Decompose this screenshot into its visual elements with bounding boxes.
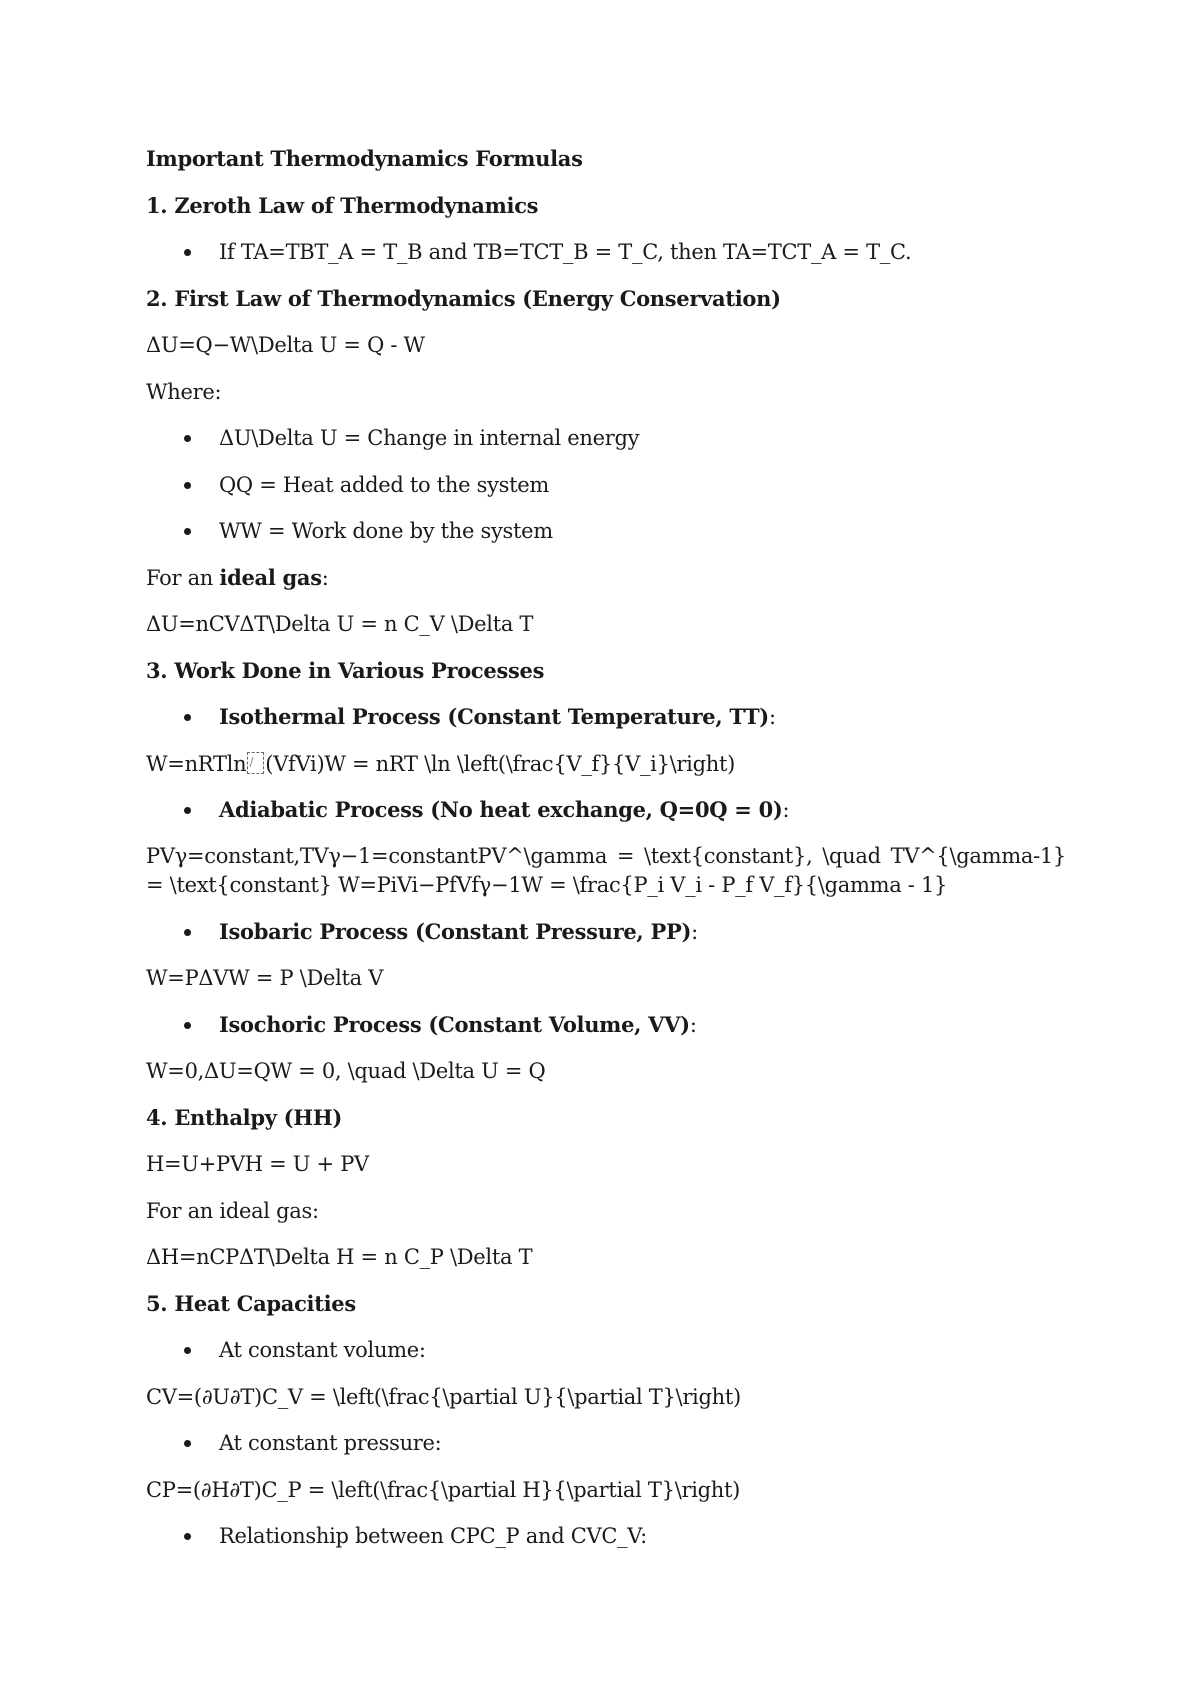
list-item-text: QQ = Heat added to the system bbox=[219, 472, 550, 497]
label-colon: : bbox=[768, 705, 776, 729]
list-item-text: Relationship between CPC_P and CVC_V: bbox=[219, 1524, 647, 1548]
list-item bbox=[146, 1335, 1066, 1382]
process-label-adiabatic: Adiabatic Process (No heat exchange, Q=0Q = 0) bbox=[219, 797, 783, 822]
list-item-text: At constant pressure: bbox=[219, 1431, 442, 1455]
ideal-gas-text: For an ideal gas: bbox=[146, 1198, 319, 1223]
bullet-icon bbox=[184, 482, 191, 489]
list-item bbox=[146, 1010, 1066, 1057]
formula-isochoric: W=0,ΔU=QW = 0, \quad \Delta U = Q bbox=[146, 1059, 546, 1083]
ideal-gas-intro bbox=[146, 563, 1066, 610]
document-page bbox=[146, 144, 1066, 1568]
bullet-icon bbox=[184, 249, 191, 256]
list-item bbox=[146, 470, 1066, 517]
ideal-gas-suffix: : bbox=[321, 565, 329, 590]
list-item bbox=[146, 423, 1066, 470]
bullet-icon bbox=[184, 1022, 191, 1029]
list-item bbox=[146, 516, 1066, 563]
list-item bbox=[146, 1521, 1066, 1568]
bullet-icon bbox=[184, 807, 191, 814]
list-item-text: If TA=TBT_A = T_B and TB=TCT_B = T_C, then TA=TCT_A = T_C. bbox=[219, 240, 912, 264]
process-label-isothermal: Isothermal Process (Constant Temperature, TT) bbox=[219, 704, 769, 729]
process-label-isobaric: Isobaric Process (Constant Pressure, PP) bbox=[219, 918, 692, 944]
label-colon: : bbox=[782, 798, 790, 822]
bullet-icon bbox=[184, 929, 191, 936]
bullet-icon bbox=[184, 714, 191, 721]
list-item-text: ΔU\Delta U = Change in internal energy bbox=[219, 426, 640, 450]
section-heading-work: 3. Work Done in Various Processes bbox=[146, 657, 545, 683]
process-label-isochoric: Isochoric Process (Constant Volume, VV) bbox=[219, 1011, 690, 1037]
list-item bbox=[146, 1428, 1066, 1475]
formula-part: W=nRTln bbox=[146, 751, 247, 776]
section-heading-heat-capacities: 5. Heat Capacities bbox=[146, 1290, 356, 1316]
list-item bbox=[146, 917, 1066, 964]
bullet-icon bbox=[184, 435, 191, 442]
formula-cv: CV=(∂U∂T)C_V = \left(\frac{\partial U}{\partial T}\right) bbox=[146, 1384, 741, 1409]
ideal-gas-emphasis: ideal gas bbox=[219, 564, 322, 590]
bullet-icon bbox=[184, 1347, 191, 1354]
formula-ideal-gas-internal-energy: ΔU=nCVΔT\Delta U = n C_V \Delta T bbox=[146, 612, 534, 636]
missing-glyph-icon bbox=[247, 752, 264, 774]
section-heading-enthalpy: 4. Enthalpy (HH) bbox=[146, 1104, 343, 1130]
label-colon: : bbox=[689, 1012, 697, 1037]
section-heading-zeroth-law: 1. Zeroth Law of Thermodynamics bbox=[146, 192, 539, 218]
list-item bbox=[146, 795, 1066, 842]
section-heading-first-law: 2. First Law of Thermodynamics (Energy Conservation) bbox=[146, 285, 781, 311]
bullet-icon bbox=[184, 1533, 191, 1540]
list-item bbox=[146, 237, 1066, 284]
list-item bbox=[146, 702, 1066, 749]
formula-isobaric-work: W=PΔVW = P \Delta V bbox=[146, 966, 384, 990]
document-title: Important Thermodynamics Formulas bbox=[146, 146, 583, 171]
formula-adiabatic: PVγ=constant,TVγ−1=constantPV^\gamma = \text{constant}, \quad TV^{\gamma-1} = \text{constant} W=PiVi−PfVfγ−1W = \frac{P_i V_i - P_f V_f}{\gamma - 1} bbox=[146, 843, 1066, 897]
where-label: Where: bbox=[146, 379, 222, 404]
list-item-text: At constant volume: bbox=[219, 1338, 426, 1362]
bullet-icon bbox=[184, 1440, 191, 1447]
formula-ideal-gas-enthalpy: ΔH=nCPΔT\Delta H = n C_P \Delta T bbox=[146, 1245, 533, 1269]
formula-isothermal-work bbox=[146, 749, 1066, 796]
list-item-text: WW = Work done by the system bbox=[219, 519, 553, 543]
label-colon: : bbox=[691, 919, 698, 944]
formula-part: (VfVi)W = nRT \ln \left(\frac{V_f}{V_i}\right) bbox=[265, 751, 735, 776]
bullet-icon bbox=[184, 528, 191, 535]
formula-cp: CP=(∂H∂T)C_P = \left(\frac{\partial H}{\partial T}\right) bbox=[146, 1477, 741, 1502]
formula-first-law: ΔU=Q−W\Delta U = Q - W bbox=[146, 333, 425, 357]
formula-enthalpy: H=U+PVH = U + PV bbox=[146, 1152, 369, 1176]
ideal-gas-prefix: For an bbox=[146, 565, 220, 590]
